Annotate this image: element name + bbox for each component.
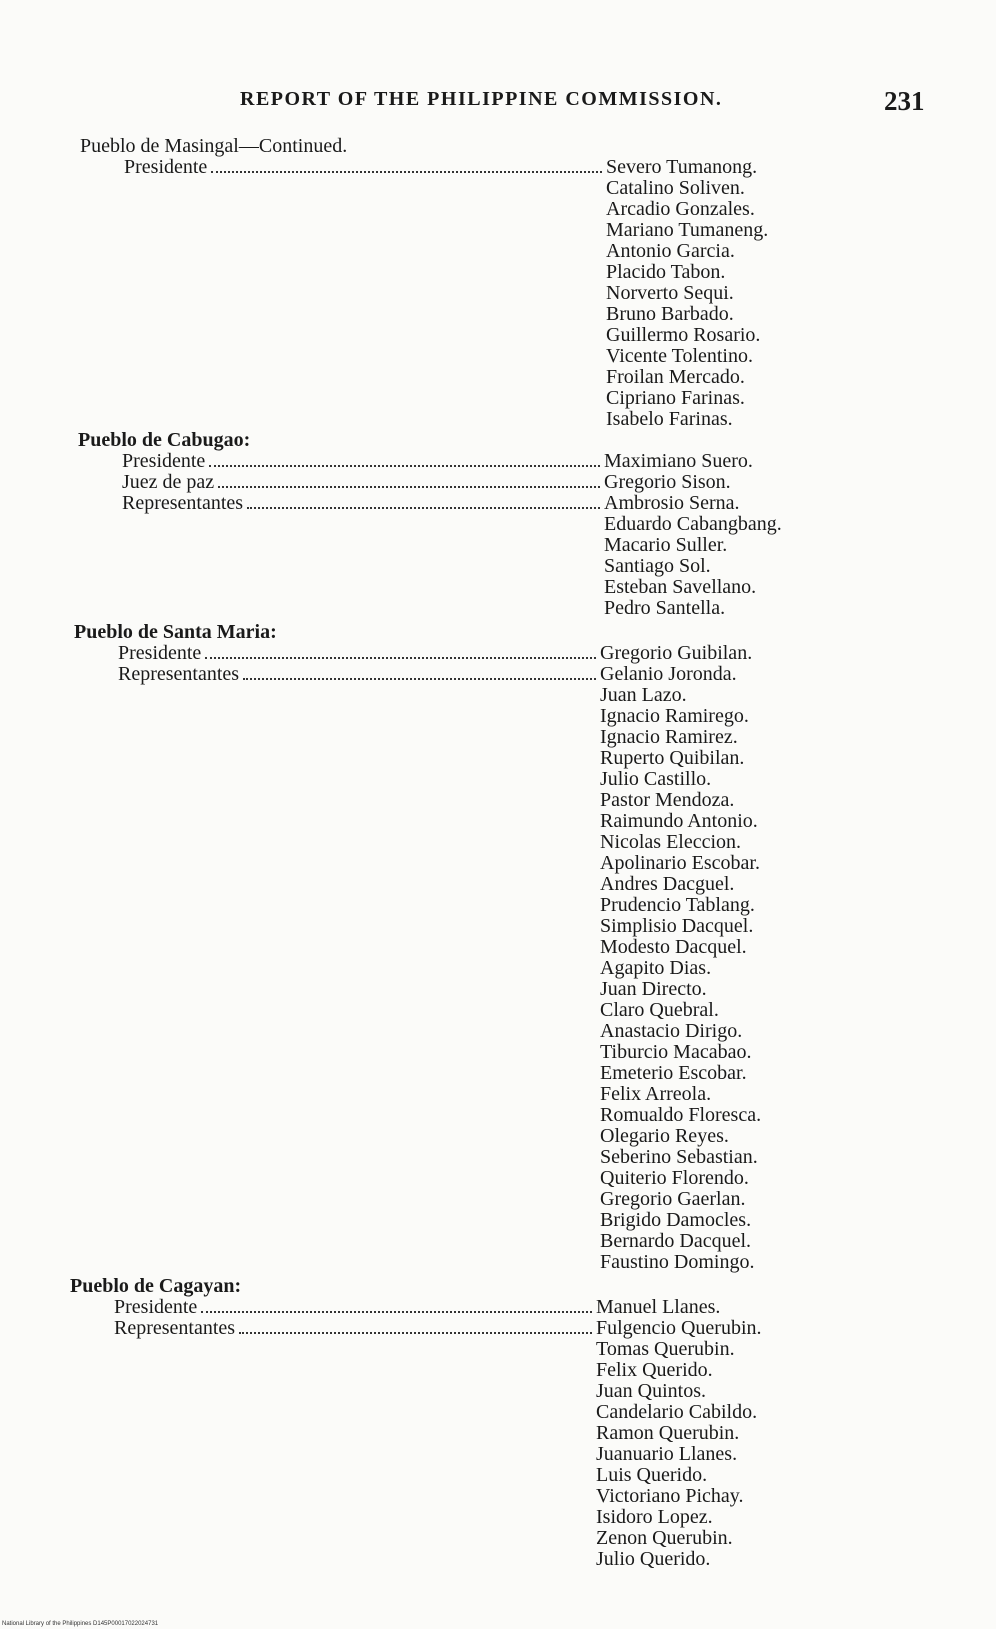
officer-name: Ignacio Ramirego. xyxy=(600,705,749,727)
officer-name: Raimundo Antonio. xyxy=(600,810,758,832)
pueblo-heading: Pueblo de Santa Maria: xyxy=(74,621,277,643)
officer-name: Pastor Mendoza. xyxy=(600,789,735,811)
officer-name: Guillermo Rosario. xyxy=(606,324,761,346)
page-number: 231 xyxy=(884,86,925,116)
officer-name: Quiterio Florendo. xyxy=(600,1167,749,1189)
pueblo-heading: Pueblo de Masingal—Continued. xyxy=(80,135,348,157)
officer-name: Gelanio Joronda. xyxy=(600,663,737,685)
role-label: Representantes xyxy=(114,1317,236,1339)
officer-name: Tiburcio Macabao. xyxy=(600,1041,752,1063)
dot-leader xyxy=(209,465,600,467)
officer-name: Felix Arreola. xyxy=(600,1083,712,1105)
pueblo-section xyxy=(80,136,910,430)
officer-name: Nicolas Eleccion. xyxy=(600,831,742,853)
role-label: Presidente xyxy=(122,450,206,472)
officer-name: Arcadio Gonzales. xyxy=(606,198,755,220)
role-label: Juez de paz xyxy=(122,471,215,493)
role-row xyxy=(78,451,834,472)
role-label: Presidente xyxy=(124,156,208,178)
officer-name: Apolinario Escobar. xyxy=(600,852,760,874)
officer-name: Anastacio Dirigo. xyxy=(600,1020,743,1042)
officer-name: Agapito Dias. xyxy=(600,957,712,979)
officer-name: Faustino Domingo. xyxy=(600,1251,755,1273)
pueblo-heading: Pueblo de Cabugao: xyxy=(78,429,251,451)
dot-leader xyxy=(205,657,596,659)
officer-name: Esteban Savellano. xyxy=(604,576,757,598)
officer-name: Tomas Querubin. xyxy=(596,1338,735,1360)
officer-name: Macario Suller. xyxy=(604,534,728,556)
officer-name: Modesto Dacquel. xyxy=(600,936,747,958)
officer-name: Claro Quebral. xyxy=(600,999,719,1021)
officer-name: Gregorio Sison. xyxy=(604,471,731,493)
officer-name: Eduardo Cabangbang. xyxy=(604,513,782,535)
officer-name: Ambrosio Serna. xyxy=(604,492,740,514)
officer-name: Isabelo Farinas. xyxy=(606,408,733,430)
officer-name: Andres Dacguel. xyxy=(600,873,735,895)
pueblo-heading: Pueblo de Cagayan: xyxy=(70,1275,242,1297)
dot-leader xyxy=(218,486,600,488)
role-row xyxy=(74,643,830,664)
officer-name: Olegario Reyes. xyxy=(600,1125,729,1147)
officer-name: Victoriano Pichay. xyxy=(596,1485,744,1507)
officer-name: Gregorio Gaerlan. xyxy=(600,1188,746,1210)
role-row xyxy=(74,664,830,685)
officer-name: Juan Lazo. xyxy=(600,684,687,706)
dot-leader xyxy=(239,1332,592,1334)
officer-name: Fulgencio Querubin. xyxy=(596,1317,762,1339)
role-row xyxy=(70,1318,826,1339)
officer-name: Froilan Mercado. xyxy=(606,366,745,388)
dot-leader xyxy=(247,507,600,509)
officer-name: Placido Tabon. xyxy=(606,261,726,283)
officer-name: Prudencio Tablang. xyxy=(600,894,755,916)
officer-name: Brigido Damocles. xyxy=(600,1209,752,1231)
officer-name: Isidoro Lopez. xyxy=(596,1506,713,1528)
officer-name: Maximiano Suero. xyxy=(604,450,753,472)
officer-name: Juan Directo. xyxy=(600,978,707,1000)
officer-name: Antonio Garcia. xyxy=(606,240,735,262)
role-label: Representantes xyxy=(118,663,240,685)
officer-name: Romualdo Floresca. xyxy=(600,1104,762,1126)
officer-name: Zenon Querubin. xyxy=(596,1527,733,1549)
dot-leader xyxy=(211,171,602,173)
officer-name: Severo Tumanong. xyxy=(606,156,758,178)
pueblo-section xyxy=(78,430,908,619)
pueblo-section xyxy=(74,622,904,1273)
role-label: Presidente xyxy=(114,1296,198,1318)
officer-name: Gregorio Guibilan. xyxy=(600,642,753,664)
officer-name: Pedro Santella. xyxy=(604,597,726,619)
officer-name: Santiago Sol. xyxy=(604,555,711,577)
role-row xyxy=(78,493,834,514)
officer-name: Bernardo Dacquel. xyxy=(600,1230,752,1252)
officer-name: Juan Quintos. xyxy=(596,1380,706,1402)
role-label: Presidente xyxy=(118,642,202,664)
officer-name: Mariano Tumaneng. xyxy=(606,219,769,241)
dot-leader xyxy=(201,1311,592,1313)
library-watermark: National Library of the Philippines D145P00017022024731 xyxy=(2,1621,159,1627)
dot-leader xyxy=(243,678,596,680)
officer-name: Candelario Cabildo. xyxy=(596,1401,758,1423)
officer-name: Cipriano Farinas. xyxy=(606,387,745,409)
officer-name: Norverto Sequi. xyxy=(606,282,734,304)
role-row xyxy=(70,1297,826,1318)
officer-name: Ruperto Quibilan. xyxy=(600,747,745,769)
officer-name: Ramon Querubin. xyxy=(596,1422,740,1444)
officer-name: Julio Querido. xyxy=(596,1548,711,1570)
officer-name: Luis Querido. xyxy=(596,1464,708,1486)
running-title: REPORT OF THE PHILIPPINE COMMISSION. xyxy=(240,88,723,110)
officer-name: Juanuario Llanes. xyxy=(596,1443,738,1465)
officer-name: Simplisio Dacquel. xyxy=(600,915,754,937)
officer-name: Felix Querido. xyxy=(596,1359,713,1381)
officer-name: Emeterio Escobar. xyxy=(600,1062,747,1084)
officer-name: Catalino Soliven. xyxy=(606,177,745,199)
officer-name: Ignacio Ramirez. xyxy=(600,726,738,748)
officer-name: Manuel Llanes. xyxy=(596,1296,721,1318)
role-row xyxy=(80,157,836,178)
officer-name: Julio Castillo. xyxy=(600,768,712,790)
role-row xyxy=(78,472,834,493)
officer-name: Vicente Tolentino. xyxy=(606,345,753,367)
officer-name: Seberino Sebastian. xyxy=(600,1146,758,1168)
role-label: Representantes xyxy=(122,492,244,514)
pueblo-section xyxy=(70,1276,900,1570)
officer-name: Bruno Barbado. xyxy=(606,303,734,325)
